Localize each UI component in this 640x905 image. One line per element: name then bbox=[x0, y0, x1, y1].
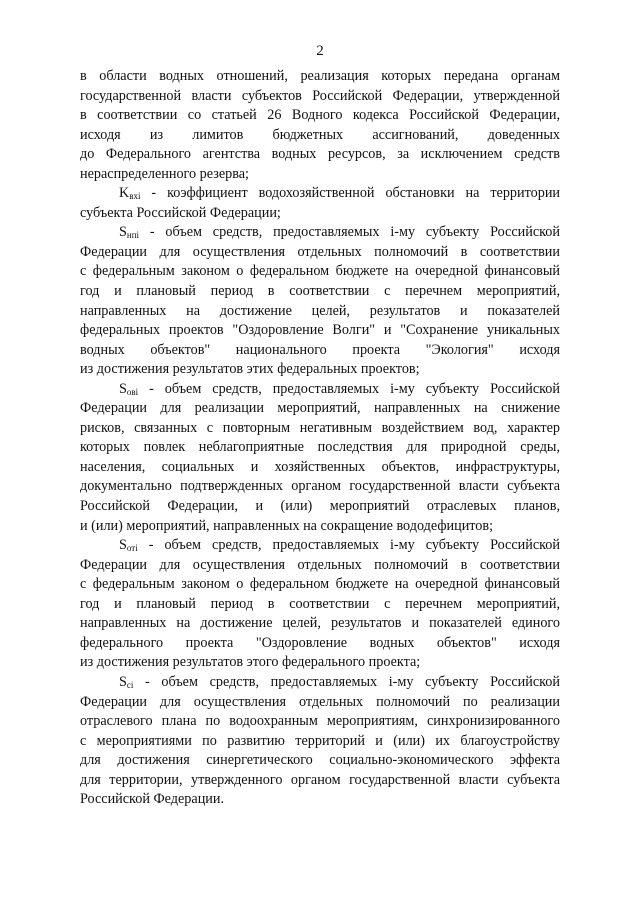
line-text: для территории, утвержденного органом государственной власти субъекта bbox=[80, 771, 560, 788]
line-text: - объем средств, предоставляемых i-му субъекту Российской bbox=[133, 673, 560, 690]
line-text: федеральных проектов "Оздоровление Волги" и "Сохранение уникальных bbox=[80, 322, 560, 339]
line-text: исходя из лимитов бюджетных ассигнований, доведенных bbox=[80, 126, 560, 143]
text-line bbox=[80, 477, 560, 497]
text-line bbox=[80, 517, 560, 537]
formula-subscript: вхi bbox=[129, 191, 141, 202]
text-line bbox=[80, 106, 560, 126]
text-line bbox=[80, 243, 560, 263]
line-text: в области водных отношений, реализация которых передана органам bbox=[80, 68, 560, 84]
formula-symbol: S bbox=[119, 224, 127, 241]
text-line bbox=[80, 790, 560, 810]
line-text: Российской Федерации. bbox=[80, 791, 225, 808]
text-line bbox=[80, 223, 560, 243]
line-text: Российской Федерации, и (или) мероприятий отраслевых планов, bbox=[80, 498, 560, 515]
text-line bbox=[80, 536, 560, 556]
text-line bbox=[80, 595, 560, 615]
formula-symbol: K bbox=[119, 185, 130, 202]
line-text: населения, социальных и хозяйственных объектов, инфраструктуры, bbox=[80, 458, 560, 475]
line-text: год и плановый период в соответствии с перечнем мероприятий, bbox=[80, 595, 560, 612]
text-line bbox=[80, 67, 560, 87]
text-line bbox=[80, 771, 560, 791]
line-text: документально подтвержденных органом государственной власти субъекта bbox=[80, 478, 560, 495]
line-text: государственной власти субъектов Российской Федерации, утвержденной bbox=[80, 87, 560, 104]
text-line bbox=[80, 165, 560, 185]
line-text: нераспределенного резерва; bbox=[80, 165, 249, 182]
text-line bbox=[80, 614, 560, 634]
formula-symbol: S bbox=[119, 380, 127, 397]
text-line bbox=[80, 360, 560, 380]
text-line bbox=[80, 341, 560, 361]
formula-subscript: сi bbox=[126, 679, 134, 690]
paragraph bbox=[80, 67, 560, 184]
line-text: Федерации для осуществления отдельных полномочий в соответствии bbox=[80, 243, 560, 260]
line-text: Федерации для осуществления отдельных полномочий по реализации bbox=[80, 693, 560, 710]
text-line bbox=[80, 262, 560, 282]
text-line bbox=[80, 751, 560, 771]
text-line bbox=[80, 458, 560, 478]
line-text: - коэффициент водохозяйственной обстановки на территории bbox=[140, 185, 560, 202]
line-text: которых повлек неблагоприятные последствия для природной среды, bbox=[80, 439, 560, 456]
line-text: из достижения результатов этого федерального проекта; bbox=[80, 654, 421, 671]
text-line bbox=[80, 497, 560, 517]
text-line bbox=[80, 126, 560, 146]
line-text: водных объектов" национального проекта "Экология" исходя bbox=[80, 341, 560, 358]
formula-symbol: S bbox=[119, 537, 127, 554]
text-line bbox=[80, 302, 560, 322]
line-text: рисков, связанных с повторным негативным воздействием вод, характер bbox=[80, 419, 560, 436]
text-line bbox=[80, 399, 560, 419]
line-text: с мероприятиями по развитию территорий и (или) их благоустройству bbox=[80, 732, 560, 749]
paragraph bbox=[80, 380, 560, 536]
document-body bbox=[80, 67, 560, 810]
text-line bbox=[80, 282, 560, 302]
line-text: отраслевого плана по водоохранным мероприятиям, синхронизированного bbox=[80, 713, 560, 730]
line-text: для достижения синергетического социально-экономического эффекта bbox=[80, 752, 560, 769]
text-line bbox=[80, 204, 560, 224]
paragraph bbox=[80, 184, 560, 223]
formula-symbol: S bbox=[119, 673, 127, 690]
line-text: с федеральным законом о федеральном бюджете на очередной финансовый bbox=[80, 576, 560, 593]
line-text: направленных на достижение целей, результатов и показателей bbox=[80, 302, 560, 319]
text-line bbox=[80, 87, 560, 107]
page-number: 2 bbox=[316, 43, 324, 59]
line-text: федерального проекта "Оздоровление водных объектов" исходя bbox=[80, 634, 560, 651]
line-text: с федеральным законом о федеральном бюджете на очередной финансовый bbox=[80, 263, 560, 280]
text-line bbox=[80, 693, 560, 713]
formula-subscript: отi bbox=[126, 543, 138, 554]
text-line bbox=[80, 673, 560, 693]
text-line bbox=[80, 419, 560, 439]
text-line bbox=[80, 145, 560, 165]
text-line bbox=[80, 732, 560, 752]
text-line bbox=[80, 712, 560, 732]
line-text: из достижения результатов этих федеральных проектов; bbox=[80, 361, 420, 378]
formula-subscript: овi bbox=[126, 386, 139, 397]
text-line bbox=[80, 321, 560, 341]
line-text: - объем средств, предоставляемых i-му субъекту Российской bbox=[138, 380, 560, 397]
formula-subscript: нпi bbox=[126, 230, 140, 241]
line-text: до Федерального агентства водных ресурсов, за исключением средств bbox=[80, 146, 560, 163]
text-line bbox=[80, 634, 560, 654]
line-text: год и плановый период в соответствии с перечнем мероприятий, bbox=[80, 283, 560, 300]
text-line bbox=[80, 184, 560, 204]
text-line bbox=[80, 380, 560, 400]
paragraph bbox=[80, 673, 560, 810]
line-text: в соответствии со статьей 26 Водного кодекса Российской Федерации, bbox=[80, 107, 560, 124]
line-text: Федерации для реализации мероприятий, направленных на снижение bbox=[80, 400, 560, 417]
paragraph bbox=[80, 223, 560, 379]
text-line bbox=[80, 556, 560, 576]
text-line bbox=[80, 438, 560, 458]
line-text: и (или) мероприятий, направленных на сокращение вододефицитов; bbox=[80, 517, 494, 534]
line-text: субъекта Российской Федерации; bbox=[80, 204, 281, 221]
line-text: направленных на достижение целей, результатов и показателей единого bbox=[80, 615, 560, 632]
text-line bbox=[80, 653, 560, 673]
line-text: - объем средств, предоставляемых i-му субъекту Российской bbox=[137, 537, 560, 554]
line-text: Федерации для осуществления отдельных полномочий в соответствии bbox=[80, 556, 560, 573]
text-line bbox=[80, 575, 560, 595]
paragraph bbox=[80, 536, 560, 673]
line-text: - объем средств, предоставляемых i-му субъекту Российской bbox=[139, 224, 560, 241]
